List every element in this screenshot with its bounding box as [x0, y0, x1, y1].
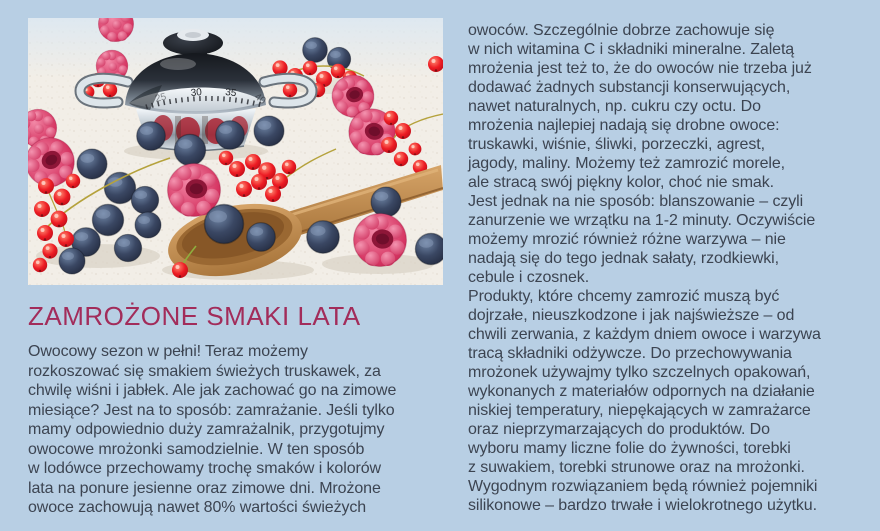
text-line: Owocowy sezon w pełni! Teraz możemy — [28, 343, 308, 360]
text-line: lata na ponure jesienne oraz zimowe dni. Mrożone — [28, 479, 381, 497]
text-line: silikonowe – bardzo trwałe i wielokrotnego użytku. — [468, 497, 817, 514]
article-right-column — [468, 21, 878, 515]
text-line: możemy mrozić również różne warzywa – nie — [468, 231, 786, 248]
dial-number-40: 40 — [252, 91, 268, 107]
text-line: cebule i czosnek. — [468, 269, 590, 286]
text-line: w lodówce przechowamy trochę smaków i kolorów — [28, 460, 381, 477]
text-line: w nich witamina C i składniki mineralne. Zaletą — [468, 41, 795, 58]
text-line: mrożonek używajmy tylko szczelnych opakowań, — [468, 364, 811, 381]
text-line: owocowe mrożonki samodzielnie. W ten sposób — [28, 440, 365, 458]
text-line: nawet naturalnych, np. cukru czy octu. Do — [468, 98, 761, 115]
text-line: niskiej temperatury, niepękających w zamrażarce — [468, 402, 811, 419]
text-line: tracą składniki odżywcze. Do przechowywania — [468, 345, 792, 362]
text-line: chwilę wiśni i jabłek. Ale jak zachować go na zimowe — [28, 382, 397, 399]
text-line: truskawki, wiśnie, śliwki, porzeczki, agrest, — [468, 136, 765, 153]
text-line: oraz nieprzymarzających do produktów. Do — [468, 421, 770, 438]
text-line: z suwakiem, torebki strunowe oraz na mrożonki. — [468, 459, 805, 476]
text-line: miesiące? Jest na to sposób: zamrażanie. Jeśli tylko — [28, 401, 395, 419]
text-line: Jest jednak na nie sposób: blanszowanie – czyli — [468, 193, 804, 210]
text-line: Wygodnym rozwiązaniem będą również pojemniki — [468, 478, 818, 495]
dial-number-25: 25 — [154, 91, 168, 105]
text-line: jagody, maliny. Możemy też zamrozić morele, — [468, 155, 785, 172]
berries-still-life-image — [28, 18, 443, 285]
text-line: mrożenia jest też to, że do owoców nie trzeba już — [468, 60, 812, 77]
article-paragraph-right — [468, 21, 878, 515]
text-line: dodawać żadnych substancji konserwujących, — [468, 79, 791, 96]
text-line: owoce zachowują nawet 80% wartości świeżych — [28, 499, 367, 516]
text-line: Produkty, które chcemy zamrozić muszą być — [468, 288, 780, 305]
text-line: chwili zerwania, z każdym dniem owoce i warzywa — [468, 326, 821, 343]
dial-number-35: 35 — [224, 87, 237, 100]
text-line: owoców. Szczególnie dobrze zachowuje się — [468, 22, 775, 39]
dial-number-30: 30 — [190, 87, 203, 99]
text-line: mamy odpowiednio duży zamrażalnik, przygotujmy — [28, 421, 385, 438]
text-line: dojrzałe, nieuszkodzone i jak najświeższe – od — [468, 307, 795, 324]
text-line: rozkoszować się smakiem świeżych truskawek, za — [28, 362, 381, 380]
text-line: nadają się do tego jednak sałaty, rzodkiewki, — [468, 250, 779, 267]
text-line: mrożenia najlepiej nadają się drobne owoce: — [468, 117, 780, 134]
text-line: zanurzenie we wrzątku na 1-2 minuty. Oczywiście — [468, 212, 816, 229]
text-line: wyboru mamy liczne folie do żywności, torebki — [468, 440, 791, 457]
article-photo — [28, 18, 443, 285]
text-line: ale stracą swój piękny kolor, choć nie smak. — [468, 174, 774, 191]
text-line: wykonanych z materiałów odpornych na działanie — [468, 383, 815, 400]
article-paragraph-left — [28, 342, 460, 518]
article-title: ZAMROŻONE SMAKI LATA — [28, 301, 361, 331]
article-left-column — [28, 301, 460, 518]
